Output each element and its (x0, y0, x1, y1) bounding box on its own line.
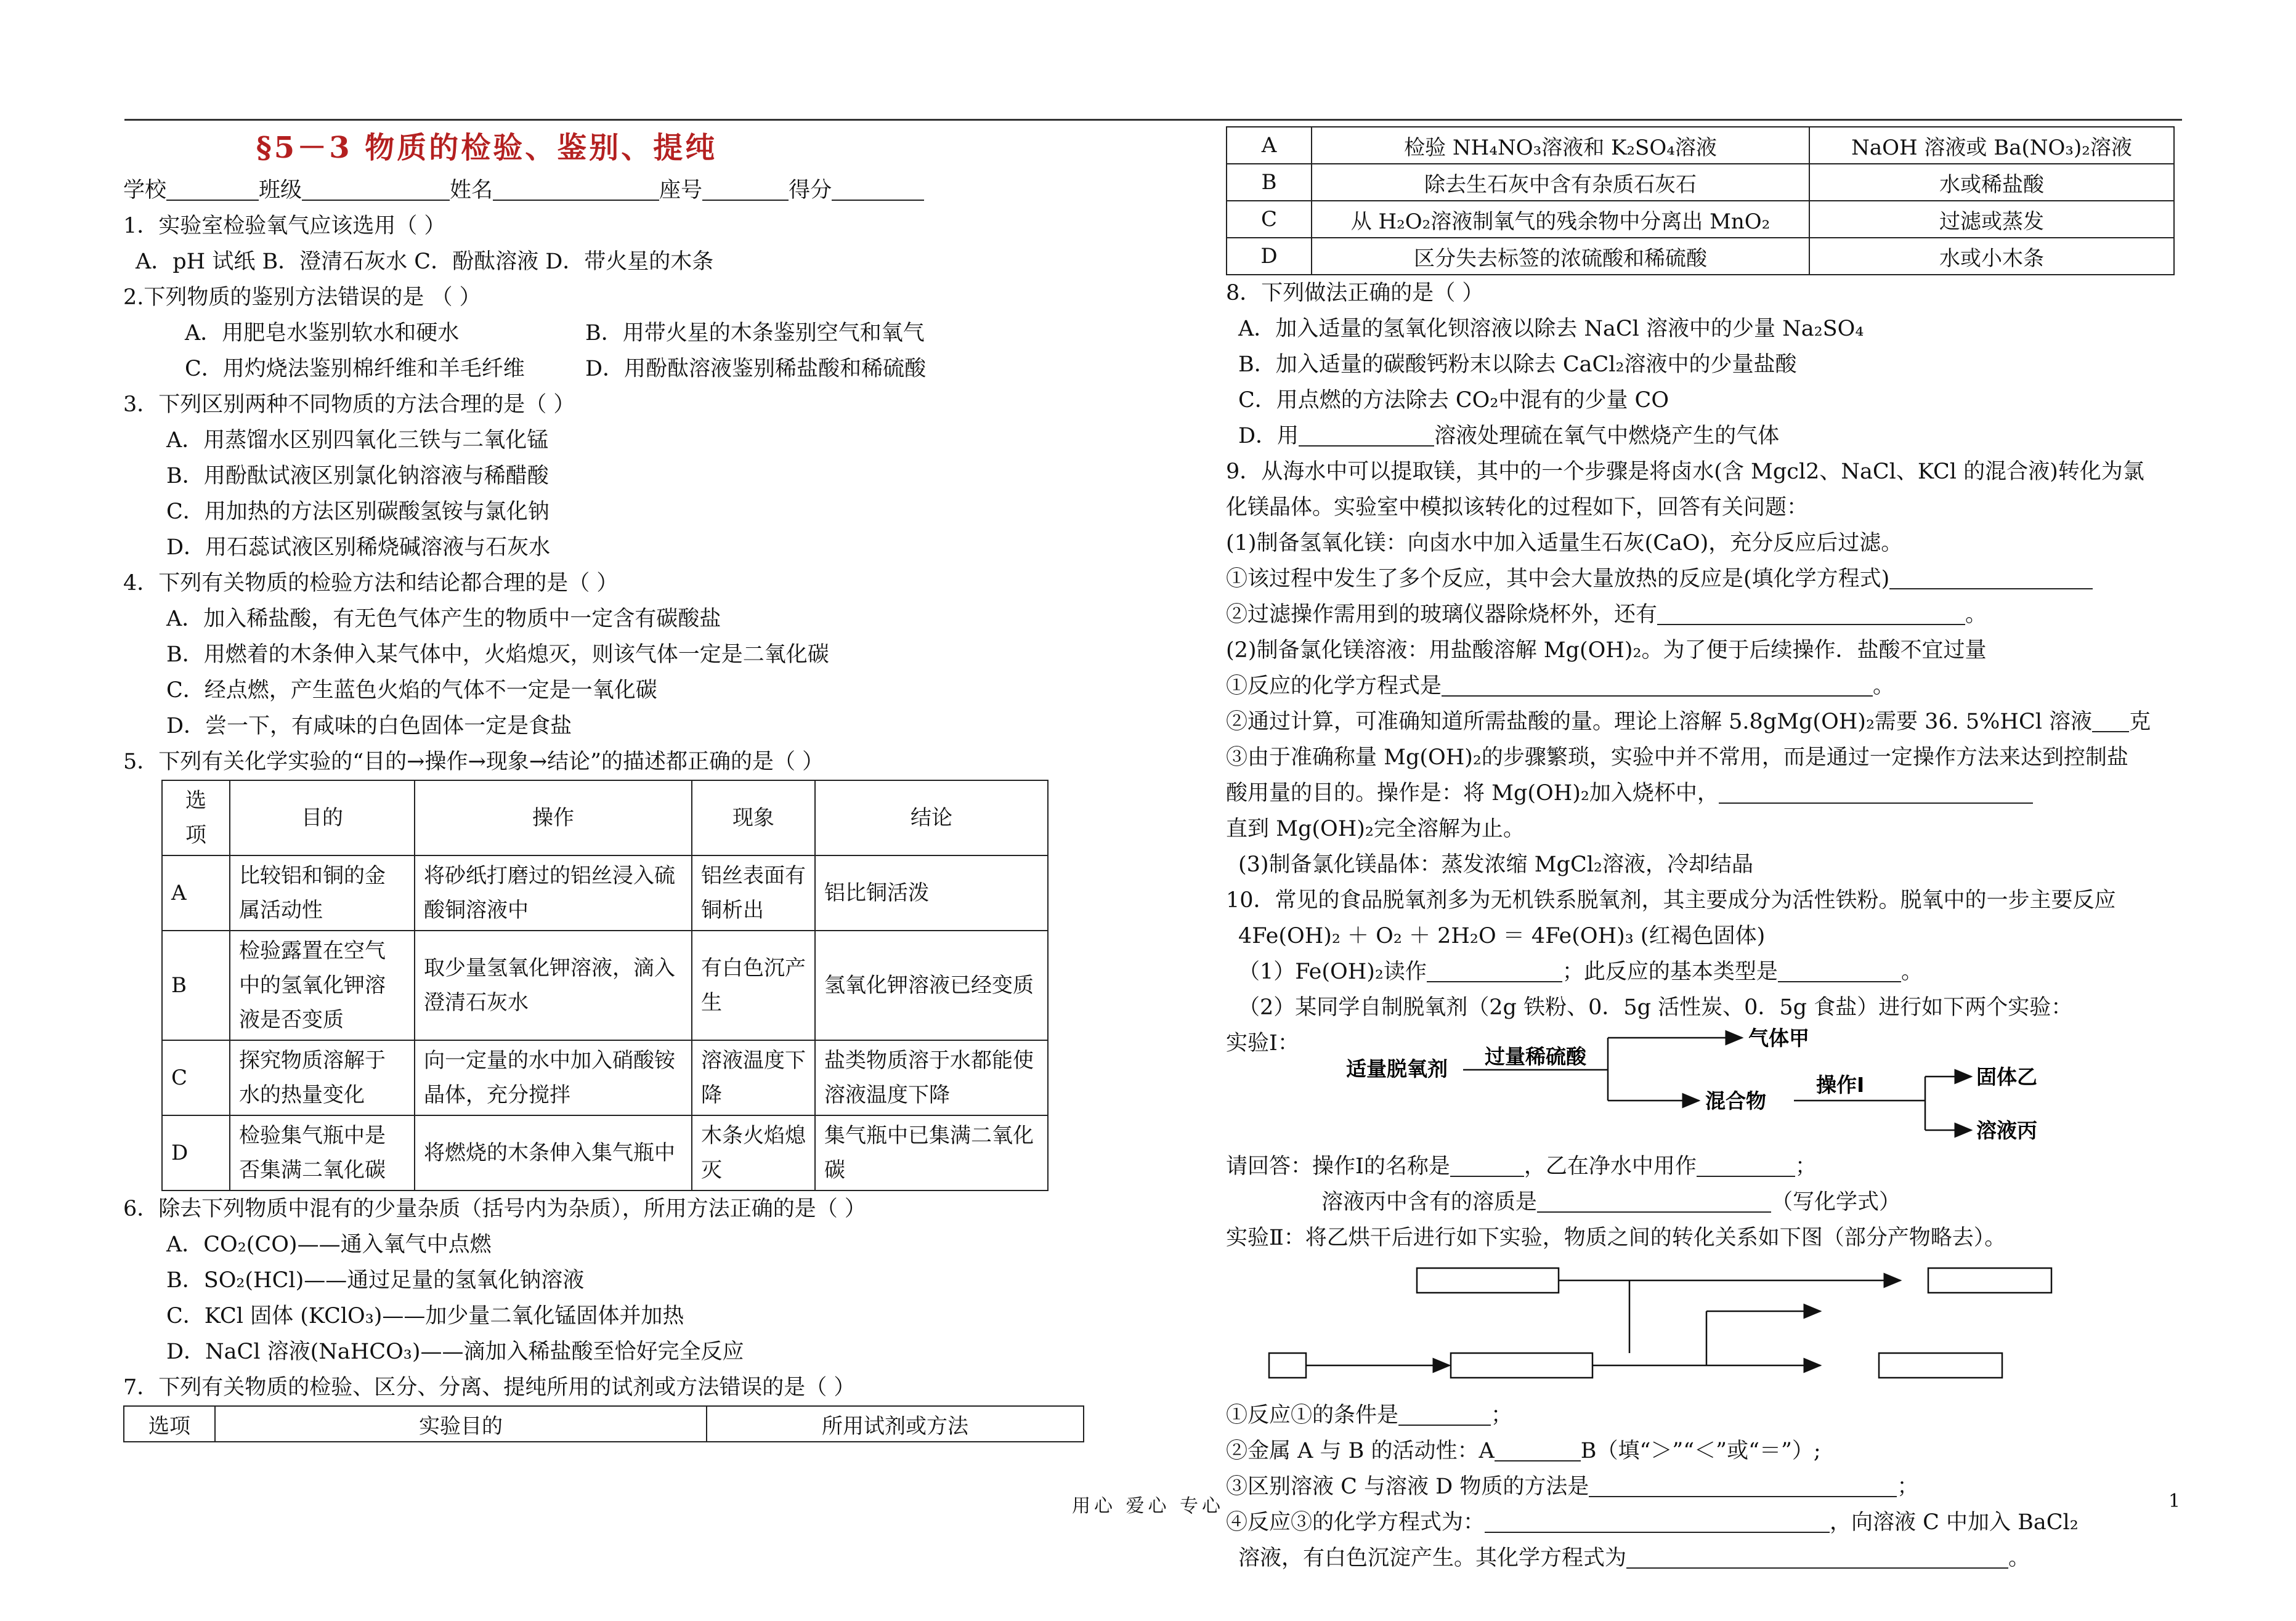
q10-ask2 (1226, 1184, 2187, 1220)
q5-cell: 检验露置在空气中的氢氧化钾溶液是否变质 (230, 931, 415, 1040)
q9-part2a: ①反应的化学方程式是 。 (1226, 668, 2187, 704)
q10-r4-post: ，向溶液 C 中加入 BaCl₂ (1830, 1510, 2079, 1535)
q9-part2: (2)制备氯化镁溶液：用盐酸溶解 Mg(OH)₂。为了便于后续操作．盐酸不宜过量 (1226, 638, 1987, 663)
q5-th-purpose: 目的 (230, 780, 415, 855)
q8-opt-a: A．加入适量的氢氧化钡溶液以除去 NaCl 溶液中的少量 Na₂SO₄ (1238, 317, 1864, 341)
q7-th-purpose: 实验目的 (215, 1406, 707, 1442)
q5-cell: 探究物质溶解于水的热量变化 (230, 1040, 415, 1115)
q6-stem: 6．除去下列物质中混有的少量杂质（括号内为杂质），所用方法正确的是（ ） (123, 1197, 866, 1221)
class-label: 班级 (259, 178, 302, 203)
flow-reagent: 过量稀硫酸 (1485, 1045, 1586, 1069)
q5-cell: D (162, 1115, 230, 1190)
q5-th-operation: 操作 (415, 780, 692, 855)
q10-intro-1: 10．常见的食品脱氧剂多为无机铁系脱氧剂，其主要成分为活性铁粉。脱氧中的一步主要反应 (1226, 888, 2116, 913)
q3-opt-d: D．用石蕊试液区别稀烧碱溶液与石灰水 (166, 535, 551, 560)
q10-blank-type[interactable] (1778, 958, 1901, 982)
table-row (162, 1040, 1048, 1115)
q2-options-ab (123, 315, 1084, 351)
q5-cell: 木条火焰熄灭 (692, 1115, 815, 1190)
footer-slogan: 用心 爱心 专心 (1071, 1495, 1225, 1517)
q5-cell: 将燃烧的木条伸入集气瓶中 (415, 1115, 692, 1190)
table-row (162, 855, 1048, 931)
q7-stem: 7．下列有关物质的检验、区分、分离、提纯所用的试剂或方法错误的是（ ） (123, 1375, 856, 1400)
q10-ask1-text: 请回答：操作Ⅰ的名称是 (1226, 1154, 1450, 1179)
q9-part1b: ②过滤操作需用到的玻璃仪器除烧杯外，还有 。 (1226, 597, 2187, 633)
q5-header-row (162, 780, 1048, 855)
q10-r4b: 溶液，有白色沉淀产生。其化学方程式为 。 (1226, 1540, 2187, 1576)
q9-part1a (1226, 561, 2187, 597)
q5-cell: 铝丝表面有铜析出 (692, 855, 815, 931)
q9-part1: (1)制备氢氧化镁：向卤水中加入适量生石灰(CaO)，充分反应后过滤。 (1226, 531, 1903, 556)
q9-intro-1: 9．从海水中可以提取镁，其中的一个步骤是将卤水(含 Mgcl2、NaCl、KCl 的混合液)转化为氯 (1226, 459, 2144, 484)
q9-part1b-text: ②过滤操作需用到的玻璃仪器除烧杯外，还有 (1226, 602, 1658, 627)
q7-th-method: 所用试剂或方法 (707, 1406, 1084, 1442)
q6-opt-a: A．CO₂(CO)——通入氧气中点燃 (166, 1232, 492, 1257)
exp2-box-3 (1269, 1353, 1306, 1378)
q2-options-cd (123, 351, 1084, 387)
flow-solid: 固体乙 (1976, 1065, 2037, 1089)
q10-r2-post: B（填“＞”“＜”或“＝”）; (1580, 1439, 1821, 1463)
q7-cell: D (1227, 238, 1312, 275)
q10-ask1: 请回答：操作Ⅰ的名称是 ，乙在净水中用作 ； (1226, 1149, 2187, 1184)
q10-r2-text: ②金属 A 与 B 的活动性：A (1226, 1439, 1495, 1463)
flow-gas: 气体甲 (1748, 1026, 1809, 1050)
q10-ask2-post: （写化学式） (1771, 1190, 1901, 1215)
q9-part2a-text: ①反应的化学方程式是 (1226, 674, 1442, 698)
q2-opt-c: C．用灼烧法鉴别棉纤维和羊毛纤维 (185, 357, 525, 381)
q8-opt-b: B．加入适量的碳酸钙粉末以除去 CaCl₂溶液中的少量盐酸 (1238, 352, 1797, 377)
q7-header-row (124, 1406, 1084, 1442)
q5-stem: 5．下列有关化学实验的“目的→操作→现象→结论”的描述都正确的是（ ） (123, 750, 824, 774)
q3-opt-a: A．用蒸馏水区别四氧化三铁与二氧化锰 (166, 428, 549, 453)
q7-cell: B (1227, 164, 1312, 201)
q10-r1: ①反应①的条件是 ； (1226, 1397, 2187, 1433)
q7-cell: C (1227, 201, 1312, 238)
exp1-flowchart (1226, 1025, 2175, 1149)
q5-cell: 取少量氢氧化钾溶液，滴入澄清石灰水 (415, 931, 692, 1040)
q10-blank-name[interactable] (1427, 958, 1562, 982)
q9-part2b (1226, 704, 2187, 740)
q10-r4-text: ④反应③的化学方程式为： (1226, 1510, 1485, 1535)
right-column (1226, 123, 2187, 1576)
table-row (1227, 127, 2174, 164)
q5-cell: A (162, 855, 230, 931)
header-fields (123, 172, 1084, 208)
q8-opt-d (1226, 418, 2187, 454)
q2-opt-a: A．用肥皂水鉴别软水和硬水 (185, 321, 460, 346)
q9-part3: (3)制备氯化镁晶体：蒸发浓缩 MgCl₂溶液，冷却结晶 (1238, 852, 1753, 877)
q5-cell: 有白色沉产生 (692, 931, 815, 1040)
table-row (1227, 201, 2174, 238)
q6-opt-c: C．KCl 固体 (KClO₃)——加少量二氧化锰固体并加热 (166, 1304, 684, 1328)
q8-stem: 8．下列做法正确的是（ ） (1226, 281, 1484, 305)
q7-cell: 检验 NH₄NO₃溶液和 K₂SO₄溶液 (1312, 127, 1809, 164)
class-blank[interactable] (302, 176, 450, 201)
q10-r2 (1226, 1433, 2187, 1469)
q7-table-body (1226, 126, 2175, 275)
exp2-box-5 (1879, 1353, 2002, 1378)
flow-start: 适量脱氧剂 (1346, 1057, 1448, 1081)
q7-cell: 从 H₂O₂溶液制氧气的残余物中分离出 MnO₂ (1312, 201, 1809, 238)
q1-stem: 1．实验室检验氧气应该选用（ ） (123, 214, 446, 238)
page-number: 1 (2168, 1490, 2181, 1512)
q9-blank-1a[interactable] (1889, 565, 2093, 589)
q7-cell: 过滤或蒸发 (1809, 201, 2174, 238)
q7-cell: 水或小木条 (1809, 238, 2174, 275)
q3-opt-c: C．用加热的方法区别碳酸氢铵与氯化钠 (166, 499, 550, 524)
score-label: 得分 (789, 178, 832, 203)
q9-intro-2: 化镁晶体。实验室中模拟该转化的过程如下，回答有关问题： (1226, 495, 1809, 520)
exp2-box-1 (1417, 1268, 1559, 1293)
q5-cell: B (162, 931, 230, 1040)
q4-opt-c: C．经点燃，产生蓝色火焰的气体不一定是一氧化碳 (166, 678, 657, 703)
q9-blank-2a[interactable] (1442, 672, 1873, 697)
exp2-box-4 (1451, 1353, 1592, 1378)
table-row (1227, 164, 2174, 201)
q2-stem: 2.下列物质的鉴别方法错误的是 （ ） (123, 285, 481, 310)
q7-th-option: 选项 (124, 1406, 215, 1442)
q5-cell: 集气瓶中已集满二氧化碳 (815, 1115, 1048, 1190)
q9-blank-2b[interactable] (2092, 708, 2129, 732)
school-label: 学校 (123, 178, 167, 203)
q9-part2c-1: ③由于准确称量 Mg(OH)₂的步骤繁琐，实验中并不常用，而是通过一定操作方法来达到控制盐 (1226, 745, 2128, 770)
q5-cell: 将砂纸打磨过的铝丝浸入硫酸铜溶液中 (415, 855, 692, 931)
q10-ask2-text: 溶液丙中含有的溶质是 (1321, 1190, 1538, 1215)
q4-opt-b: B．用燃着的木条伸入某气体中，火焰熄灭，则该气体一定是二氧化碳 (166, 642, 829, 667)
q10-r4b-text: 溶液，有白色沉淀产生。其化学方程式为 (1238, 1546, 1627, 1570)
exp1-block (1226, 1025, 2187, 1149)
q10-blank-r1[interactable] (1398, 1401, 1491, 1426)
q10-exp2: 实验Ⅱ：将乙烘干后进行如下实验，物质之间的转化关系如下图（部分产物略去）。 (1226, 1226, 2006, 1250)
q10-sub1-mid: ；此反应的基本类型是 (1562, 960, 1778, 984)
q6-opt-b: B．SO₂(HCl)——通过足量的氢氧化钠溶液 (166, 1268, 585, 1293)
q4-stem: 4．下列有关物质的检验方法和结论都合理的是（ ） (123, 571, 619, 596)
q7-cell: NaOH 溶液或 Ba(NO₃)₂溶液 (1809, 127, 2174, 164)
flow-solution: 溶液丙 (1976, 1118, 2037, 1142)
q5-th-conclusion: 结论 (815, 780, 1048, 855)
flow-mixture: 混合物 (1705, 1089, 1766, 1113)
q9-part2c-3: 直到 Mg(OH)₂完全溶解为止。 (1226, 817, 1525, 841)
exp2-diagram (1226, 1256, 2175, 1397)
score-blank[interactable] (832, 176, 924, 201)
q10-sub1: （1）Fe(OH)₂读作 ；此反应的基本类型是 。 (1226, 954, 2187, 990)
q1-options: A．pH 试纸 B．澄清石灰水 C．酚酞溶液 D．带火星的木条 (136, 249, 714, 274)
q2-opt-d: D．用酚酞溶液鉴别稀盐酸和稀硫酸 (585, 357, 927, 381)
seat-blank[interactable] (702, 176, 789, 201)
q10-blank-op[interactable] (1450, 1152, 1524, 1177)
q10-sub2: （2）某同学自制脱氧剂（2g 铁粉、0．5g 活性炭、0．5g 食盐）进行如下两个实验： (1238, 995, 2073, 1020)
q9-part2b-unit: 克 (2129, 709, 2151, 734)
q5-table (161, 780, 1049, 1191)
q7-cell: 水或稀盐酸 (1809, 164, 2174, 201)
q9-part2b-text: ②通过计算，可准确知道所需盐酸的量。理论上溶解 5.8gMg(OH)₂需要 36. 5%HCl 溶液 (1226, 709, 2093, 734)
page-title: §5－3 物质的检验、鉴别、提纯 (256, 131, 718, 165)
school-blank[interactable] (166, 176, 259, 201)
q7-table-header (123, 1405, 1084, 1442)
q5-cell: 氢氧化钾溶液已经变质 (815, 931, 1048, 1040)
q7-cell: 除去生石灰中含有杂质石灰石 (1312, 164, 1809, 201)
q5-th-option: 选 项 (162, 780, 230, 855)
q9-blank-1b[interactable] (1657, 600, 1965, 625)
seat-label: 座号 (659, 178, 703, 203)
exp1-label: 实验Ⅰ： (1226, 1031, 1299, 1056)
q8-opt-d-post: 溶液处理硫在氧气中燃烧产生的气体 (1434, 424, 1780, 448)
q10-blank-use[interactable] (1697, 1152, 1795, 1177)
q10-r3-text: ③区别溶液 C 与溶液 D 物质的方法是 (1226, 1474, 1589, 1499)
q5-cell: 溶液温度下降 (692, 1040, 815, 1115)
name-blank[interactable] (493, 176, 659, 201)
left-column (123, 123, 1084, 1442)
q10-blank-r4b[interactable] (1626, 1544, 2008, 1569)
q4-opt-a: A．加入稀盐酸，有无色气体产生的物质中一定含有碳酸盐 (166, 607, 721, 631)
q8-opt-d-pre: D．用 (1238, 424, 1299, 448)
name-label: 姓名 (450, 178, 493, 203)
q10-blank-r2[interactable] (1495, 1437, 1581, 1461)
table-row (162, 1115, 1048, 1190)
exp2-box-2 (1928, 1268, 2051, 1293)
q8-blank[interactable] (1299, 422, 1434, 447)
q5-cell: 铝比铜活泼 (815, 855, 1048, 931)
q3-opt-b: B．用酚酞试液区别氯化钠溶液与稀醋酸 (166, 464, 549, 488)
q5-cell: 检验集气瓶中是否集满二氧化碳 (230, 1115, 415, 1190)
q10-equation: 4Fe(OH)₂ ＋ O₂ ＋ 2H₂O ＝ 4Fe(OH)₃ (红褐色固体) (1238, 924, 1766, 948)
q10-ask1-mid: ，乙在净水中用作 (1523, 1154, 1697, 1179)
q3-stem: 3．下列区别两种不同物质的方法合理的是（ ） (123, 392, 575, 417)
q10-r1-text: ①反应①的条件是 (1226, 1403, 1399, 1428)
top-rule (124, 119, 2182, 121)
q8-opt-c: C．用点燃的方法除去 CO₂中混有的少量 CO (1238, 388, 1669, 413)
q7-cell: 区分失去标签的浓硫酸和稀硫酸 (1312, 238, 1809, 275)
q6-opt-d: D．NaCl 溶液(NaHCO₃)——滴加入稀盐酸至恰好完全反应 (166, 1340, 744, 1364)
q2-opt-b: B．用带火星的木条鉴别空气和氧气 (585, 321, 925, 346)
q5-cell: 盐类物质溶于水都能使溶液温度下降 (815, 1040, 1048, 1115)
flow-op: 操作Ⅰ (1816, 1073, 1865, 1097)
q10-r3: ③区别溶液 C 与溶液 D 物质的方法是 ； (1226, 1469, 2187, 1505)
q9-part1a-text: ①该过程中发生了多个反应，其中会大量放热的反应是(填化学方程式) (1226, 567, 1890, 591)
q9-part2c-2-text: 酸用量的目的。操作是：将 Mg(OH)₂加入烧杯中， (1226, 781, 1719, 806)
table-row (162, 931, 1048, 1040)
q5-cell: C (162, 1040, 230, 1115)
q4-opt-d: D．尝一下，有咸味的白色固体一定是食盐 (166, 714, 572, 738)
q5-cell: 向一定量的水中加入硝酸铵晶体，充分搅拌 (415, 1040, 692, 1115)
q9-part2c-2 (1226, 775, 2187, 811)
q7-cell: A (1227, 127, 1312, 164)
table-row (1227, 238, 2174, 275)
q5-th-phenomenon: 现象 (692, 780, 815, 855)
q5-cell: 比较铝和铜的金属活动性 (230, 855, 415, 931)
q10-blank-solute[interactable] (1537, 1188, 1771, 1213)
q10-sub1-text: （1）Fe(OH)₂读作 (1238, 960, 1427, 984)
q9-blank-2c[interactable] (1719, 779, 2033, 804)
